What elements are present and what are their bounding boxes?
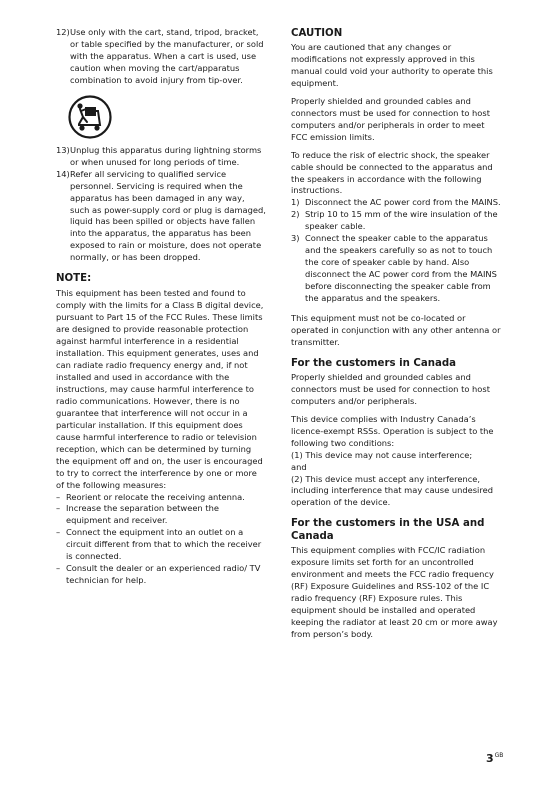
step-text: Strip 10 to 15 mm of the wire insulation of the speaker cable.	[305, 209, 498, 232]
instruction-14	[56, 169, 266, 265]
caution-paragraph: This equipment must not be co-located or operated in conjunction with any other antenna or transmitter.	[291, 313, 501, 347]
speaker-step	[291, 233, 501, 305]
step-number: 3)	[291, 233, 300, 244]
canada-paragraph: This device complies with Industry Canada’s licence-exempt RSSs. Operation is subject to the following two conditions:	[291, 413, 494, 448]
right-column	[291, 27, 501, 641]
speaker-step	[291, 197, 501, 209]
dash-bullet: –	[56, 491, 61, 502]
instruction-13	[56, 145, 266, 169]
dash-bullet: –	[56, 527, 61, 538]
measure-text: Increase the separation between the equipment and receiver.	[66, 503, 219, 526]
item-text: Unplug this apparatus during lightning storms or when unused for long periods of time.	[70, 144, 262, 167]
canada-condition: and	[291, 461, 307, 472]
step-text: Connect the speaker cable to the apparatus and the speakers carefully so as not to touch the core of speaker cable by hand. Also disconnect the AC power cord from the MAINS before disconnecting the speaker cable from the apparatus and the speakers.	[305, 233, 497, 304]
step-number: 2)	[291, 209, 300, 220]
measure-text: Connect the equipment into an outlet on a circuit different from that to which the receiver is connected.	[66, 527, 262, 562]
item-text: Refer all servicing to qualified service personnel. Servicing is required when the apparatus has been damaged in any way, such as power-supply cord or plug is damaged, liquid has been spilled or objects have fallen into the apparatus, the apparatus has been exposed to rain or moisture, does not operate normally, or has been dropped.	[70, 168, 266, 263]
item-number: 12)	[56, 27, 70, 37]
item-number: 14)	[56, 168, 70, 179]
page-region-suffix: GB	[494, 752, 504, 759]
cart-tip-over-warning-icon	[68, 95, 112, 139]
item-text: Use only with the cart, stand, tripod, bracket, or table specified by the manufacturer, or sold with the apparatus. When a cart is used, use caution when moving the cart/apparatus combination to avoid injury from tip-over.	[70, 27, 264, 85]
instruction-12	[56, 27, 266, 87]
caution-heading: CAUTION	[291, 28, 343, 39]
measure-text: Reorient or relocate the receiving antenna.	[66, 491, 245, 502]
measure-text: Consult the dealer or an experienced radio/ TV technician for help.	[66, 563, 261, 586]
item-number: 13)	[56, 144, 70, 155]
speaker-step	[291, 209, 501, 233]
dash-bullet: –	[56, 563, 61, 574]
dash-bullet: –	[56, 503, 61, 514]
page-number	[486, 752, 503, 765]
left-column	[56, 27, 266, 587]
canada-heading: For the customers in Canada	[291, 357, 457, 369]
note-text: This equipment has been tested and found to comply with the limits for a Class B digital device, pursuant to Part 15 of the FCC Rules. These limits are designed to provide reasonable protection against harmful interference in a residential installation. This equipment generates, uses and can radiate radio frequency energy and, if not installed and used in accordance with the instructions, may cause harmful interference to radio communications. However, there is no guarantee that interference will not occur in a particular installation. If this equipment does cause harmful interference to radio or television reception, which can be determined by turning the equipment off and on, the user is encouraged to try to correct the interference by one or more of the following measures:	[56, 288, 264, 490]
page-number-value: 3	[486, 752, 494, 765]
canada-paragraph: Properly shielded and grounded cables and connectors must be used for connection to host computers and/or peripherals.	[291, 371, 490, 406]
usa-canada-paragraph: This equipment complies with FCC/IC radiation exposure limits set forth for an uncontrolled environment and meets the FCC radio frequency (RF) Exposure Guidelines and RSS-102 of the IC radio frequency (RF) Exposure rules. This equipment should be installed and operated keeping the radiator at least 20 cm or more away from person’s body.	[291, 545, 498, 640]
caution-paragraph: Properly shielded and grounded cables and connectors must be used for connection to host computers and/or peripherals in order to meet FCC emission limits.	[291, 95, 490, 142]
note-heading: NOTE:	[56, 273, 92, 285]
measure-item	[56, 492, 266, 504]
measure-item	[56, 563, 266, 587]
canada-condition: (1) This device may not cause interference;	[291, 449, 473, 460]
canada-condition: (2) This device must accept any interference, including interference that may cause undesired operation of the device.	[291, 473, 493, 508]
usa-canada-heading: For the customers in the USA and Canada	[291, 518, 485, 543]
cart-warning-figure	[56, 87, 266, 145]
caution-paragraph: To reduce the risk of electric shock, the speaker cable should be connected to the apparatus and the speakers in accordance with the following instructions.	[291, 149, 493, 196]
step-text: Disconnect the AC power cord from the MAINS.	[305, 197, 501, 208]
step-number: 1)	[291, 197, 300, 208]
measure-item	[56, 527, 266, 563]
measure-item	[56, 503, 266, 527]
caution-paragraph: You are cautioned that any changes or modifications not expressly approved in this manual could void your authority to operate this equipment.	[291, 42, 493, 88]
